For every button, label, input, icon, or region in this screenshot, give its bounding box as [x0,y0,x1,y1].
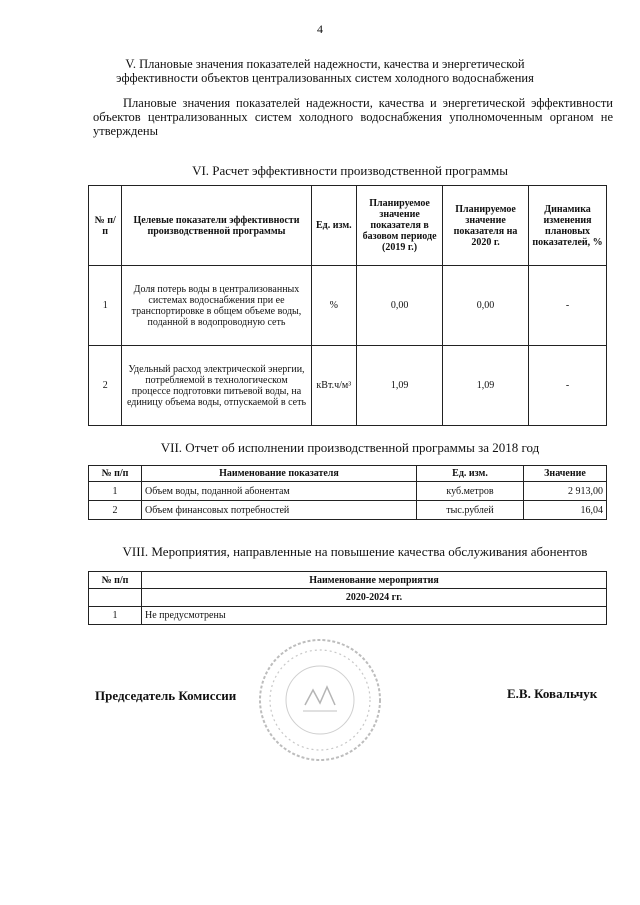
row-name: Не предусмотрены [142,607,607,625]
row-plan: 1,09 [443,346,529,426]
header-dynamic: Динамика изменения плановых показателей, % [529,186,607,266]
row-dynamic: - [529,266,607,346]
header-plan: Планируемое значение показателя на 2020 г. [443,186,529,266]
row-base: 0,00 [357,266,443,346]
row-unit: тыс.рублей [417,501,524,520]
period-empty-cell [89,589,142,607]
row-unit: кВт.ч/м³ [311,346,357,426]
period-label: 2020-2024 гг. [142,589,607,607]
table-header-row [89,186,607,266]
table-row [89,346,607,426]
header-indicator: Целевые показатели эффективности производственной программы [122,186,311,266]
table-row [89,266,607,346]
section6-title: VI. Расчет эффективности производственной программы [192,163,508,178]
row-name: Объем воды, поданной абонентам [142,482,417,501]
header-name: Наименование показателя [142,466,417,482]
row-dynamic: - [529,346,607,426]
section5-title [90,57,560,85]
header-num: № п/п [89,466,142,482]
row-num: 2 [89,346,122,426]
row-num: 1 [89,482,142,501]
row-plan: 0,00 [443,266,529,346]
section5-title-line1: V. Плановые значения показателей надежности, качества и энергетической [125,57,525,71]
header-unit: Ед. изм. [311,186,357,266]
measures-table [88,571,607,625]
section5-title-line2: эффективности объектов централизованных систем холодного водоснабжения [116,71,534,85]
row-value: 2 913,00 [524,482,607,501]
header-measure: Наименование мероприятия [142,572,607,589]
table-header-row [89,466,607,482]
table-row [89,501,607,520]
row-name: Объем финансовых потребностей [142,501,417,520]
row-unit: куб.метров [417,482,524,501]
page-number: 4 [317,22,323,36]
section7-title: VII. Отчет об исполнении производственной программы за 2018 год [160,440,540,455]
table-row [89,482,607,501]
section5-text: Плановые значения показателей надежности, качества и энергетической эффективности объектов централизованных систем холодного водоснабжения уполномоченным органом не утверждены [93,96,613,138]
row-name: Удельный расход электрической энергии, потребляемой в технологическом процессе подготовки питьевой воды, на единицу объема воды, отпускаемой в сеть [122,346,311,426]
row-value: 16,04 [524,501,607,520]
row-num: 2 [89,501,142,520]
row-num: 1 [89,607,142,625]
report-table [88,465,607,520]
table-row [89,607,607,625]
header-num: № п/п [89,186,122,266]
table-header-row [89,572,607,589]
section8-title: VIII. Мероприятия, направленные на повышение качества обслуживания абонентов [122,544,588,559]
signature-title: Председатель Комиссии [95,688,237,703]
official-seal-stamp [255,635,385,765]
header-unit: Ед. изм. [417,466,524,482]
period-row [89,589,607,607]
signature-name: Е.В. Ковальчук [507,686,598,701]
row-unit: % [311,266,357,346]
header-base: Планируемое значение показателя в базовом периоде (2019 г.) [357,186,443,266]
row-base: 1,09 [357,346,443,426]
row-num: 1 [89,266,122,346]
efficiency-table [88,185,607,426]
row-name: Доля потерь воды в централизованных системах водоснабжения при ее транспортировке в общем объеме воды, поданной в водопроводную сеть [122,266,311,346]
header-num: № п/п [89,572,142,589]
header-value: Значение [524,466,607,482]
